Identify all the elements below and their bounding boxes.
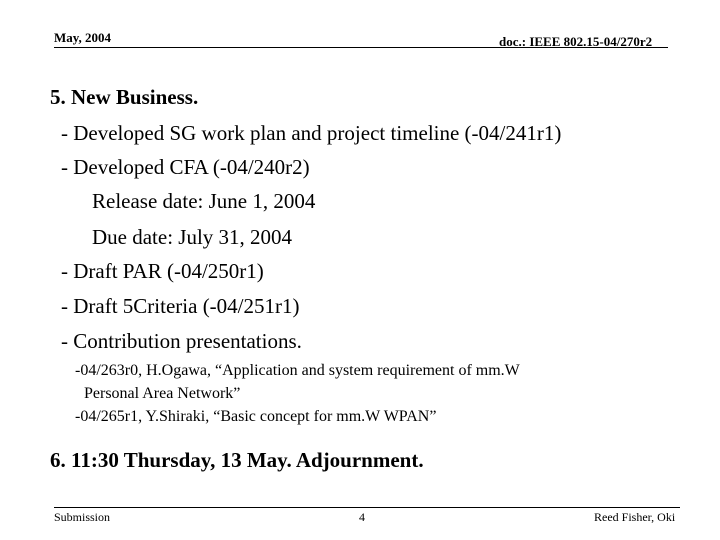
release-date: Release date: June 1, 2004 (92, 189, 316, 213)
list-item-contributions: - Contribution presentations. (61, 329, 302, 353)
list-item-cfa: - Developed CFA (-04/240r2) (61, 155, 310, 179)
list-item-draft-par: - Draft PAR (-04/250r1) (61, 259, 264, 283)
due-date: Due date: July 31, 2004 (92, 225, 293, 249)
header-divider (54, 47, 668, 48)
header-date: May, 2004 (54, 30, 112, 45)
footer-author: Reed Fisher, Oki (594, 510, 676, 524)
contribution-shiraki: -04/265r1, Y.Shiraki, “Basic concept for mm.W WPAN” (75, 408, 437, 425)
footer-page-number: 4 (359, 510, 365, 524)
footer-submission: Submission (54, 510, 111, 524)
section-6-title: 6. 11:30 Thursday, 13 May. Adjournment. (50, 448, 424, 472)
header-doc-id: doc.: IEEE 802.15-04/270r2 (499, 34, 653, 49)
footer-divider (54, 507, 680, 508)
contribution-ogawa: -04/263r0, H.Ogawa, “Application and system requirement of mm.W (75, 362, 520, 379)
section-5-title: 5. New Business. (50, 85, 199, 109)
list-item-draft-5criteria: - Draft 5Criteria (-04/251r1) (61, 294, 300, 318)
contribution-ogawa-continued: Personal Area Network” (84, 385, 241, 402)
list-item-work-plan: - Developed SG work plan and project timeline (-04/241r1) (61, 121, 562, 145)
